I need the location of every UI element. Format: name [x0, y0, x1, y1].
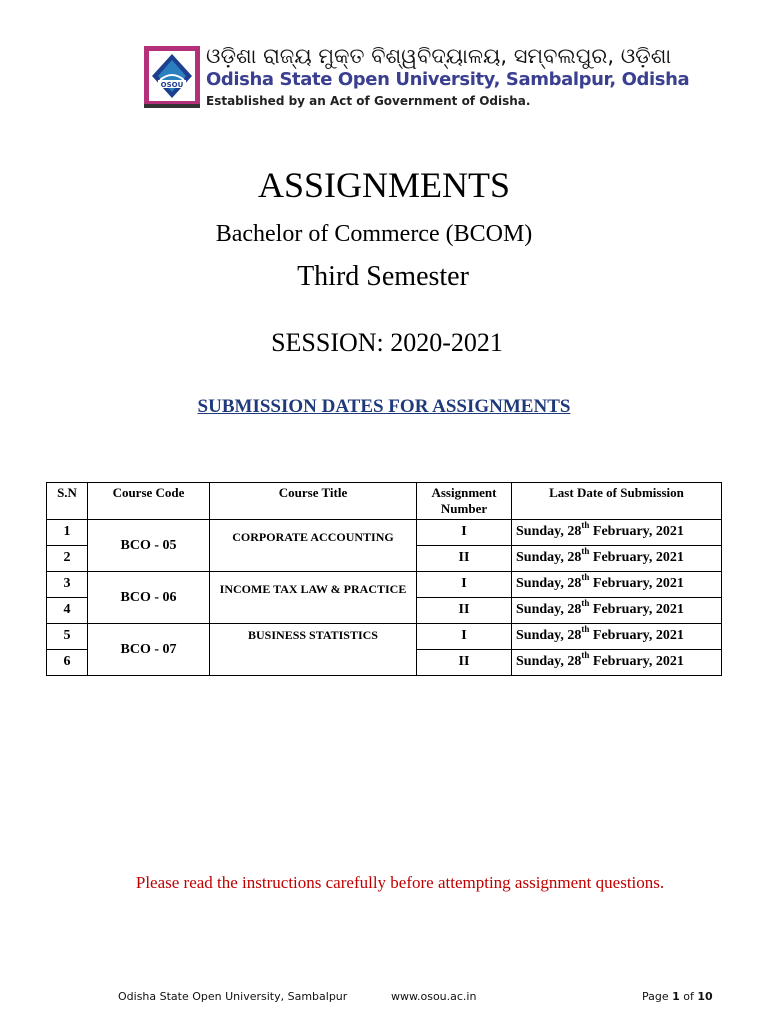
date-text: Sunday, 28: [516, 576, 582, 591]
cell-assignment-number: I: [417, 624, 512, 650]
header-assignment-number: Assignment Number: [417, 483, 512, 520]
page-label: Page: [642, 990, 669, 1003]
footer-page-number: [642, 989, 713, 1005]
cell-course-title: CORPORATE ACCOUNTING: [210, 520, 417, 572]
header-last-date: Last Date of Submission: [512, 483, 722, 520]
cell-sn: 3: [47, 572, 88, 598]
cell-assignment-number: I: [417, 572, 512, 598]
date-ordinal: th: [581, 624, 590, 635]
cell-sn: 2: [47, 546, 88, 572]
cell-course-title: INCOME TAX LAW & PRACTICE: [210, 572, 417, 624]
cell-sn: 1: [47, 520, 88, 546]
cell-assignment-number: I: [417, 520, 512, 546]
date-ordinal: th: [581, 546, 590, 557]
cell-assignment-number: II: [417, 598, 512, 624]
date-ordinal: th: [581, 520, 590, 531]
footer-website[interactable]: www.osou.ac.in: [391, 990, 477, 1003]
cell-last-date: [512, 572, 722, 598]
university-header: [144, 44, 690, 112]
logo-caption-bar: [144, 104, 200, 108]
page-of: of: [683, 990, 694, 1003]
logo-text: OSOU: [160, 81, 184, 89]
cell-last-date: [512, 650, 722, 676]
document-title: ASSIGNMENTS: [257, 165, 511, 205]
date-text: Sunday, 28: [516, 550, 582, 565]
table-row: [47, 572, 722, 598]
cell-last-date: [512, 598, 722, 624]
date-ordinal: th: [581, 572, 590, 583]
date-text: February, 2021: [589, 524, 684, 539]
date-text: February, 2021: [589, 550, 684, 565]
footer-university: Odisha State Open University, Sambalpur: [118, 990, 348, 1003]
table-row: [47, 520, 722, 546]
session-label: SESSION: 2020-2021: [271, 328, 503, 357]
page-total: 10: [697, 990, 713, 1003]
cell-assignment-number: II: [417, 546, 512, 572]
table-header-row: [47, 483, 722, 520]
header-sn: S.N: [47, 483, 88, 520]
university-name-english: Odisha State Open University, Sambalpur, Odisha: [206, 69, 690, 90]
cell-course-code: BCO - 06: [88, 572, 210, 624]
table-row: [47, 624, 722, 650]
cell-sn: 5: [47, 624, 88, 650]
date-ordinal: th: [581, 598, 590, 609]
date-text: February, 2021: [589, 602, 684, 617]
cell-last-date: [512, 520, 722, 546]
submission-dates-heading-text: SUBMISSION DATES FOR ASSIGNMENTS: [197, 396, 571, 417]
submission-schedule-table: [46, 482, 722, 676]
header-course-title: Course Title: [210, 483, 417, 520]
date-text: Sunday, 28: [516, 524, 582, 539]
instructions-note: Please read the instructions carefully before attempting assignment questions.: [135, 873, 665, 892]
semester-label: Third Semester: [297, 261, 469, 292]
establishment-statement: Established by an Act of Government of Odisha.: [206, 94, 531, 108]
cell-sn: 6: [47, 650, 88, 676]
page-current: 1: [672, 990, 680, 1003]
university-name-odia: ଓଡ଼ିଶା ରାଜ୍ୟ ମୁକ୍ତ ବିଶ୍ୱବିଦ୍ୟାଳୟ, ସମ୍ବଲପୁର, ଓଡ଼ିଶା: [206, 44, 672, 68]
degree-name: Bachelor of Commerce (BCOM): [215, 221, 533, 247]
date-text: Sunday, 28: [516, 654, 582, 669]
cell-sn: 4: [47, 598, 88, 624]
cell-assignment-number: II: [417, 650, 512, 676]
cell-course-code: BCO - 07: [88, 624, 210, 676]
university-logo: [144, 46, 200, 106]
cell-last-date: [512, 546, 722, 572]
cell-course-code: BCO - 05: [88, 520, 210, 572]
date-text: February, 2021: [589, 628, 684, 643]
date-text: February, 2021: [589, 576, 684, 591]
header-course-code: Course Code: [88, 483, 210, 520]
cell-last-date: [512, 624, 722, 650]
date-ordinal: th: [581, 650, 590, 661]
date-text: February, 2021: [589, 654, 684, 669]
date-text: Sunday, 28: [516, 602, 582, 617]
cell-course-title: BUSINESS STATISTICS: [210, 624, 417, 676]
date-text: Sunday, 28: [516, 628, 582, 643]
submission-dates-heading: [0, 394, 768, 420]
